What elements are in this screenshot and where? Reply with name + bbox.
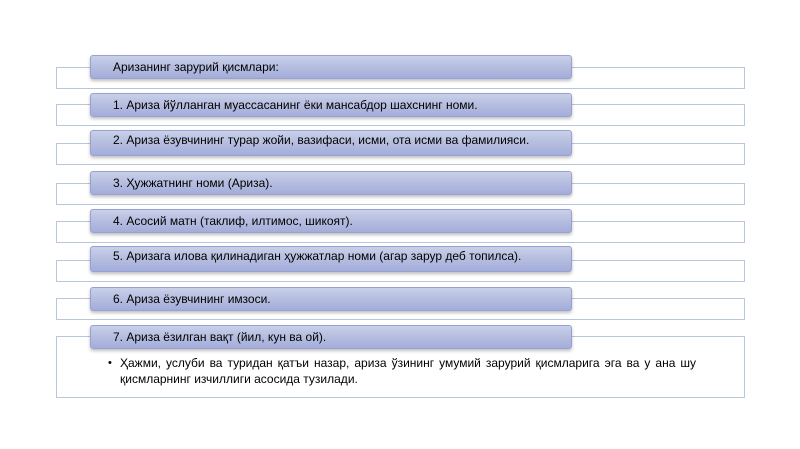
item-text-5: 5. Аризага илова қилинадиган ҳужжатлар номи (агар зарур деб топилса). bbox=[113, 249, 522, 263]
item-text-1: 1. Ариза йўлланган муассасанинг ёки мансабдор шахснинг номи. bbox=[113, 98, 478, 112]
item-bar-1 bbox=[90, 93, 572, 117]
item-text-3: 3. Ҳужжатнинг номи (Ариза). bbox=[113, 176, 273, 190]
header-bar bbox=[90, 55, 572, 79]
item-text-4: 4. Асосий матн (таклиф, илтимос, шикоят). bbox=[113, 214, 353, 228]
item-bar-7 bbox=[90, 325, 572, 349]
item-bar-6 bbox=[90, 287, 572, 311]
bullet-icon: • bbox=[108, 357, 112, 369]
summary-note bbox=[108, 355, 696, 387]
item-bar-2 bbox=[90, 130, 572, 156]
item-text-6: 6. Ариза ёзувчининг имзоси. bbox=[113, 292, 271, 306]
item-bar-5 bbox=[90, 246, 572, 272]
header-text: Аризанинг зарурий қисмлари: bbox=[113, 60, 279, 74]
item-text-7: 7. Ариза ёзилган вақт (йил, кун ва ой). bbox=[113, 330, 327, 344]
item-bar-4 bbox=[90, 209, 572, 233]
item-text-2: 2. Ариза ёзувчининг турар жойи, вазифаси, исми, ота исми ва фамилияси. bbox=[113, 133, 530, 147]
item-bar-3 bbox=[90, 171, 572, 195]
summary-note-text: Ҳажми, услуби ва туридан қатъи назар, ариза ўзининг умумий зарурий қисмларига эга ва у ана шу қисмларнинг изчиллиги асосида тузилади. bbox=[120, 356, 696, 386]
